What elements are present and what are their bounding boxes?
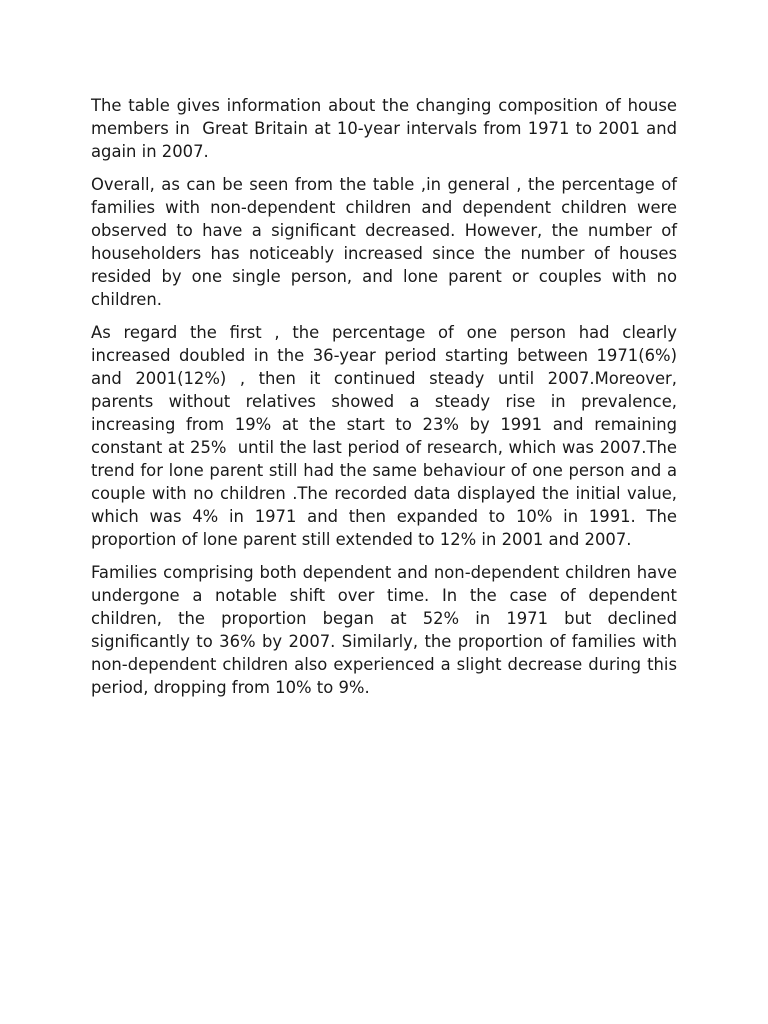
document-page [91,94,683,709]
paragraph-details-one-person-lone-parent: As regard the first , the percentage of one person had clearly increased doubled in the 36-year period starting between 1971(6%) and 2001(12%) , then it continued steady until 2007.Moreover, parents without relatives showed a steady rise in prevalence, increasing from 19% at the start to 23% by 1991 and remaining constant at 25% until the last period of research, which was 2007.The trend for lone parent still had the same behaviour of one person and a couple with no children .The recorded data displayed the initial value, which was 4% in 1971 and then expanded to 10% in 1991. The proportion of lone parent still extended to 12% in 2001 and 2007. [91,323,683,549]
paragraph-introduction: The table gives information about the changing composition of house members in Great Britain at 10-year intervals from 1971 to 2001 and again in 2007. [91,96,683,161]
paragraph-details-families-children: Families comprising both dependent and non-dependent children have undergone a notable shift over time. In the case of dependent children, the proportion began at 52% in 1971 but declined significantly to 36% by 2007. Similarly, the proportion of families with non-dependent children also experienced a slight decrease during this period, dropping from 10% to 9%. [91,563,683,697]
paragraph-overview: Overall, as can be seen from the table ,in general , the percentage of families with non-dependent children and dependent children were observed to have a significant decreased. However, the number of householders has noticeably increased since the number of houses resided by one single person, and lone parent or couples with no children. [91,175,683,309]
